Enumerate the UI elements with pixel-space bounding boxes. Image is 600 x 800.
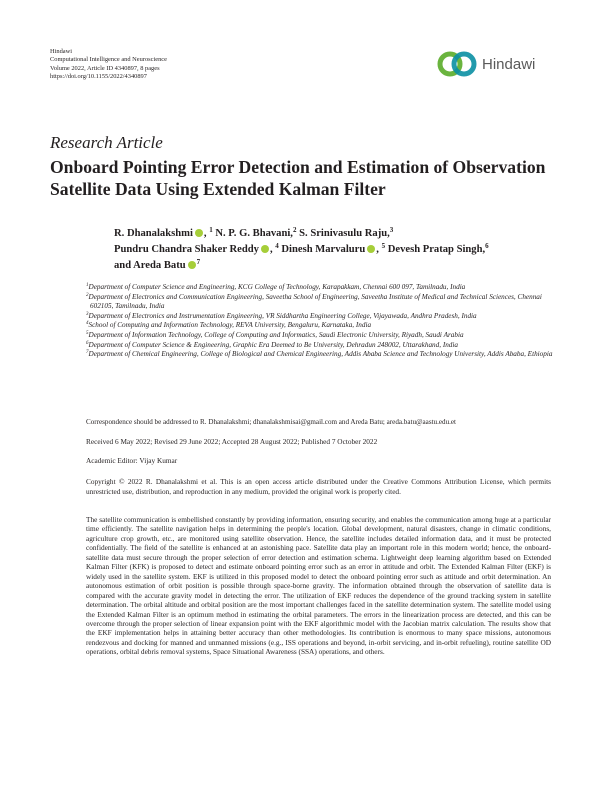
affiliation: $^1$Department of Computer Science and Engineering, KCG College of Technology, Karapakkam, Chennai 600 097, Tamilnadu, India <box>86 283 466 291</box>
journal-name: Computational Intelligence and Neuroscience <box>50 56 167 64</box>
article-title: Onboard Pointing Error Detection and Estimation of Observation Satellite Data Using Extended Kalman Filter <box>50 157 546 199</box>
author: Pundru Chandra Shaker Reddy , $^4$ <box>114 241 279 255</box>
affiliation: $^6$Department of Computer Science & Engineering, Graphic Era Deemed to Be University, Dehradun 248002, Uttarakhand, India <box>86 340 458 349</box>
author: S. Srinivasulu Raju,$^3$ <box>299 226 394 239</box>
logo-wordmark: Hindawi <box>482 55 536 73</box>
article-type: Research Article <box>50 133 163 152</box>
orcid-icon[interactable] <box>261 245 269 253</box>
journal-info <box>50 48 167 82</box>
affiliation: $^7$Department of Chemical Engineering, College of Biological and Chemical Engineering, Addis Ababa Science and Technology University, Addis Ababa, Ethiopia <box>86 350 553 359</box>
author: N. P. G. Bhavani,$^2$ <box>215 226 297 239</box>
affiliation: $^4$School of Computing and Information Technology, REVA University, Bengaluru, Karnataka, India <box>86 321 372 330</box>
author: R. Dhanalakshmi , $^1$ <box>114 226 213 239</box>
orcid-icon[interactable] <box>367 245 375 253</box>
abstract: The satellite communication is embellished constantly by providing information, ensuring security, and enables the communication among huge at a particular time efficiently. The satellite navigation helps in determining the people's location. Global development, natural disasters, change in climatic conditions, agriculture crop growth, etc., are monitored using satellite observation. Hence, the satellite includes detailed information data, and it must be protected confidentially. The field of the satellite is enhanced at an astonishing pace. Satellite data play an important role in this modern world; hence, the onboard-satellite data must secure through the proper selection of error detection and estimation schema. Lightweight deep learning algorithm based on Extended Kalman Filter (KFK) is proposed to detect and estimate onboard pointing error such as an error in attitude and orbit. The Extended Kalman Filter (EKF) is widely used in the satellite system. EKF is utilized in this proposed model to detect the onboard pointing error such as attitude and orbit determination. An autonomous estimation of orbit position is possible through space-borne gravity. The information obtained through the observation of satellite data is compared with the accurate gravity model in detecting the error. The utilization of EKF reduces the dependence of the ground tracking system in satellite determination. The orbital altitude and orbital position are the most important challenges faced in the satellite determination system. The satellite model using the Extended Kalman Filter is an optimum method in estimating the orbital parameters. The errors in the linearization process are detected, and this can be overcome through the proper selection of linear expansion point with the EKF algorithmic model with the Jacobian matrix calculation. The results show that the EKF implementation helps in attaining better accuracy than other methodologies. Its contribution is enormous to many space missions, autonomous rendezvous and docking for manned and unmanned missions (e.g., ISS operations and beyond, in-orbit servicing, and in-orbit refueling), routine satellite OD operations, orbital debris removal systems, Space Situational Awareness (SSA) operations, and others. <box>86 515 551 657</box>
academic-editor: Academic Editor: Vijay Kumar <box>86 456 178 465</box>
orcid-icon[interactable] <box>188 261 196 269</box>
affiliation: $^5$Department of Information Technology, College of Computing and Informatics, Saudi Electronic University, Riyadh, Saudi Arabia <box>86 330 464 339</box>
publisher-name: Hindawi <box>50 48 73 55</box>
hindawi-logo-icon <box>437 44 481 84</box>
doi-link[interactable]: https://doi.org/10.1155/2022/4340897 <box>50 73 147 81</box>
affiliation: $^3$Department of Electronics and Instrumentation Engineering, VR Siddhartha Engineering College, Vijayawada, Andhra Pradesh, India <box>86 311 477 320</box>
article-dates: Received 6 May 2022; Revised 29 June 2022; Accepted 28 August 2022; Published 7 October 2022 <box>86 437 378 446</box>
author: Dinesh Marvaluru , $^5$ <box>281 241 386 255</box>
author-list <box>114 226 554 273</box>
affiliation: $^2$Department of Electronics and Communication Engineering, Saveetha School of Engineering, Saveetha Institute of Medical and Technical Sciences, Chennai 602105, Tamilnadu, India <box>86 292 542 311</box>
correspondence: Correspondence should be addressed to R. Dhanalakshmi; dhanalakshmisai@gmail.com and Areda Batu; areda.batu@aastu.edu.et <box>86 418 457 426</box>
volume-line: Volume 2022, Article ID 4340897, 8 pages <box>50 64 160 72</box>
copyright-notice: Copyright © 2022 R. Dhanalakshmi et al. This is an open access article distributed under the Creative Commons Attribution License, which permits unrestricted use, distribution, and reproduction in any medium, provided the original work is properly cited. <box>86 477 551 496</box>
author: Devesh Pratap Singh,$^6$ <box>387 241 489 255</box>
hindawi-logo <box>437 44 557 84</box>
affiliations <box>86 283 554 360</box>
author: and Areda Batu $^7$ <box>114 257 201 271</box>
orcid-icon[interactable] <box>195 229 203 237</box>
